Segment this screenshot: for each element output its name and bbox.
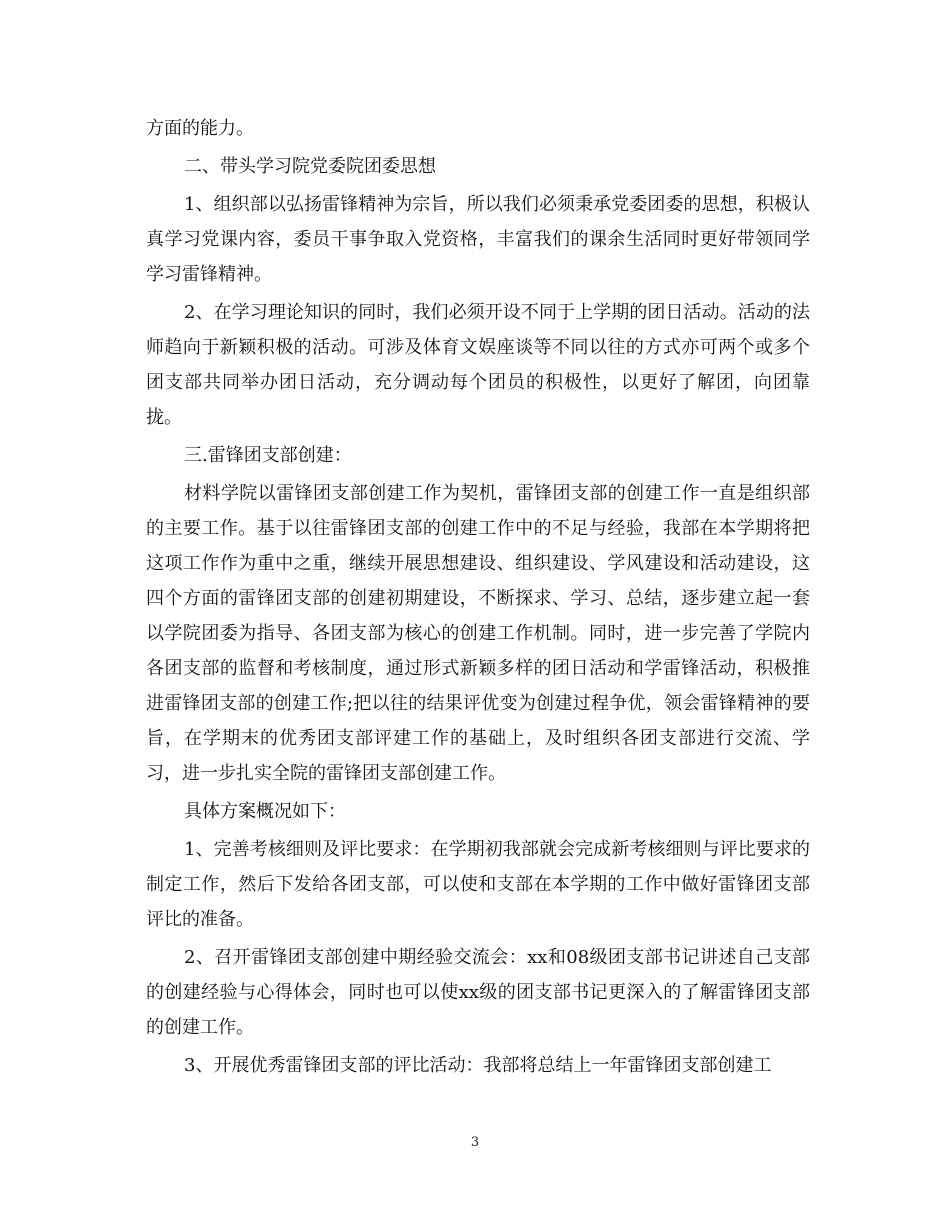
paragraph-plan-item-1: 1、完善考核细则及评比要求：在学期初我部就会完成新考核细则与评比要求的制定工作，然后下发给各团支部，可以使和支部在本学期的工作中做好雷锋团支部评比的准备。	[146, 839, 810, 930]
section-heading-2: 二、带头学习院党委院团委思想	[184, 156, 436, 177]
paragraph-plan-item-3: 3、开展优秀雷锋团支部的评比活动：我部将总结上一年雷锋团支部创建工	[184, 1055, 772, 1076]
document-body	[146, 111, 810, 1083]
section-heading-3: 三.雷锋团支部创建：	[184, 445, 352, 466]
paragraph-continuation: 方面的能力。	[146, 118, 254, 139]
paragraph-item-1: 1、组织部以弘扬雷锋精神为宗旨，所以我们必须秉承党委团委的思想，积极认真学习党课内容，委员干事争取入党资格，丰富我们的课余生活同时更好带领同学学习雷锋精神。	[146, 194, 810, 285]
page-number: 3	[470, 1135, 480, 1150]
paragraph-body: 材料学院以雷锋团支部创建工作为契机，雷锋团支部的创建工作一直是组织部的主要工作。基于以往雷锋团支部的创建工作中的不足与经验，我部在本学期将把这项工作作为重中之重，继续开展思想建设、组织建设、学风建设和活动建设，这四个方面的雷锋团支部的创建初期建设，不断探求、学习、总结，逐步建立起一套以学院团委为指导、各团支部为核心的创建工作机制。同时，进一步完善了学院内各团支部的监督和考核制度，通过形式新颖多样的团日活动和学雷锋活动，积极推进雷锋团支部的创建工作;把以往的结果评优变为创建过程争优，领会雷锋精神的要旨，在学期末的优秀团支部评建工作的基础上，及时组织各团支部进行交流、学习，进一步扎实全院的雷锋团支部创建工作。	[146, 483, 810, 784]
paragraph-plan-item-2: 2、召开雷锋团支部创建中期经验交流会：xx和08级团支部书记讲述自己支部的创建经验与心得体会，同时也可以使xx级的团支部书记更深入的了解雷锋团支部的创建工作。	[146, 947, 810, 1038]
paragraph-plan-intro: 具体方案概况如下：	[184, 801, 346, 822]
paragraph-item-2: 2、在学习理论知识的同时，我们必须开设不同于上学期的团日活动。活动的法师趋向于新颖积极的活动。可涉及体育文娱座谈等不同以往的方式亦可两个或多个团支部共同举办团日活动，充分调动每个团员的积极性，以更好了解团，向团靠拢。	[146, 302, 810, 428]
